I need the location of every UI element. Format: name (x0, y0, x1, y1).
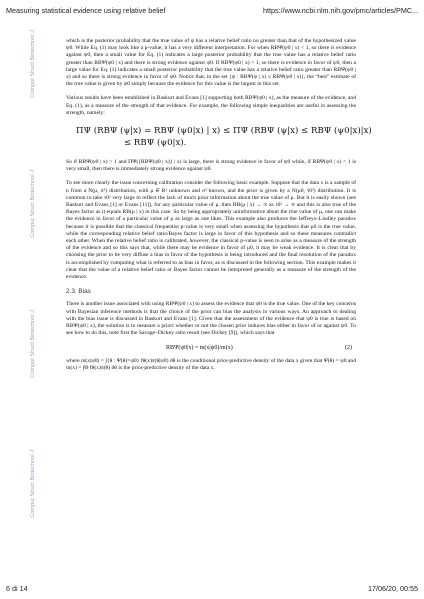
paragraph: There is another issue associated with using RBΨ(ψ0 | x) to assess the evidence that ψ0 is the true value. One of the key concerns with Bayesian inference methods is that the choice of the prior can bias the analysis in various ways. An approach to dealing with the bias issue is discussed in Baskurt and Evans [1]. Given that the assessment of the evidence that ψ0 is true is based on RBΨ(ψ0 | x), the solution is to measure a priori whether or not the chosen prior induces bias either in favor of or against ψ0. To see how to do this, note first the Savage–Dickey ratio result (see Dickey [9]), which says that (66, 301, 356, 337)
page-url[interactable]: https://www.ncbi.nlm.nih.gov/pmc/articles/PMC... (263, 6, 418, 15)
sidebar-journal-label[interactable]: Comput Struct Biotechnol J (30, 30, 36, 98)
browser-footer (6, 584, 418, 593)
journal-sidebar (30, 30, 40, 569)
equation-row (66, 345, 356, 352)
sidebar-journal-label[interactable]: Comput Struct Biotechnol J (30, 450, 36, 518)
page-title: Measuring statistical evidence using relative belief (6, 6, 166, 15)
equation-line: ≤ RBΨ (ψ0|x). (124, 138, 187, 149)
equation-line: ΠΨ (RBΨ (ψ|x) = RBΨ (ψ0|x) | x) ≤ ΠΨ (RBΨ (ψ|x) ≤ RBΨ (ψ0|x)|x) (76, 126, 372, 137)
paragraph: where m(x|ψ0) = ∫{θ : Ψ(θ)=ψ0} fθ(x)π(θ|ψ0) dθ is the conditional prior-predictive density of the data x given that Ψ(θ) = ψ0 and m(x) = ∫Θ fθ(x)π(θ) dθ is the prior-predictive density of the data x. (66, 357, 356, 371)
paragraph: which is the posterior probability that the true value of ψ has a relative belief ratio no greater than that of the hypothesized value ψ0. While Eq. (1) may look like a p-value, it has a very different interpretation. For when RBΨ(ψ0 | x) < 1, so there is evidence against ψ0, then a small value for Eq. (1) indicates a large posterior probability that the true value has a relative belief ratio greater than RBΨ(ψ0 | x) and there is strong evidence against ψ0. If RBΨ(ψ0 | x) > 1, so there is evidence in favor of ψ0, then a large value for Eq. (1) indicates a small posterior probability that the true value has a relative belief ratio greater than RBΨ(ψ0 | x) and so there is strong evidence in favor of ψ0. Notice that, in the set {ψ : RBΨ(ψ | x) ≤ RBΨ(ψ0 | x)}, the “best” estimate of the true value is given by ψ0 simply because the evidence for this value is the largest in this set. (66, 38, 356, 88)
inequality-display (66, 125, 372, 149)
browser-header (6, 6, 418, 15)
section-heading: 2.3. Bias (66, 288, 91, 296)
article-body (66, 38, 372, 379)
sidebar-journal-label[interactable]: Comput Struct Biotechnol J (30, 170, 36, 238)
equation: RBΨ(ψ0|x) = m(x|ψ0)/m(x) (166, 344, 233, 351)
paragraph: To see more clearly the issue concerning calibration consider the following basic example. Suppose that the data x is a sample of n from a N(μ, σ²) distribution, with μ ∈ R¹ unknown and σ² known, and the prior is given by a N(μ0, τ0²) distribution. It is common to take τ0² very large to reflect the lack of much prior information about the true value of μ. But it is easily shown (see Baskurt and Evans [1] or Evans [11]), for any particular value of μ, then RB(μ | x) → ∞ as τ0² → ∞ and this is also true of the Bayes factor as it equals RB(μ | x) in this case. So by being appropriately uninformative about the true value of μ, one can make the evidence in favor of a particular value of μ as large as one likes. This example also produces the Jeffreys–Lindley paradox because it is possible that the classical frequentist p-value is very small when assessing the hypothesis that μ0 is the true value, while the corresponding relative belief ratio/Bayes factor is large in favor of this hypothesis and so these measures contradict each other. When the relative belief ratio is calibrated, however, the classical p-value is seen to arise as a measure of the strength of the evidence and so this says that, while there may be evidence in favor of μ0, it may be weak evidence. It is clear that by choosing the prior to be very diffuse a bias in favor of the hypothesis is being introduced and the final resolution of the paradox is accomplished by computing what is referred to as bias in favor, as is discussed in the following section. This example makes it clear that the value of a relative belief ratio or Bayes factor cannot be interpreted generally as a measure of the strength of the evidence. (66, 180, 356, 281)
paragraph: So if RBΨ(ψ0 | x) > 1 and ΠΨ({RBΨ(ψ0 | x)} | x) is large, there is strong evidence in favor of ψ0 while, if RBΨ(ψ0 | x) < 1 is very small, then there is immediately strong evidence against ψ0. (66, 159, 356, 173)
page-indicator: 6 di 14 (6, 584, 28, 593)
paragraph: Various results have been established in Baskurt and Evans [1] supporting both RBΨ(ψ0 | x), as the measure of the evidence, and Eq. (1), as a measure of the strength of that evidence. For example, the following simple inequalities are useful in assessing the strength, namely: (66, 95, 356, 116)
sidebar-journal-label[interactable]: Comput Struct Biotechnol J (30, 310, 36, 378)
equation-number: (2) (345, 344, 352, 351)
print-datetime: 17/06/20, 00:55 (368, 584, 418, 593)
